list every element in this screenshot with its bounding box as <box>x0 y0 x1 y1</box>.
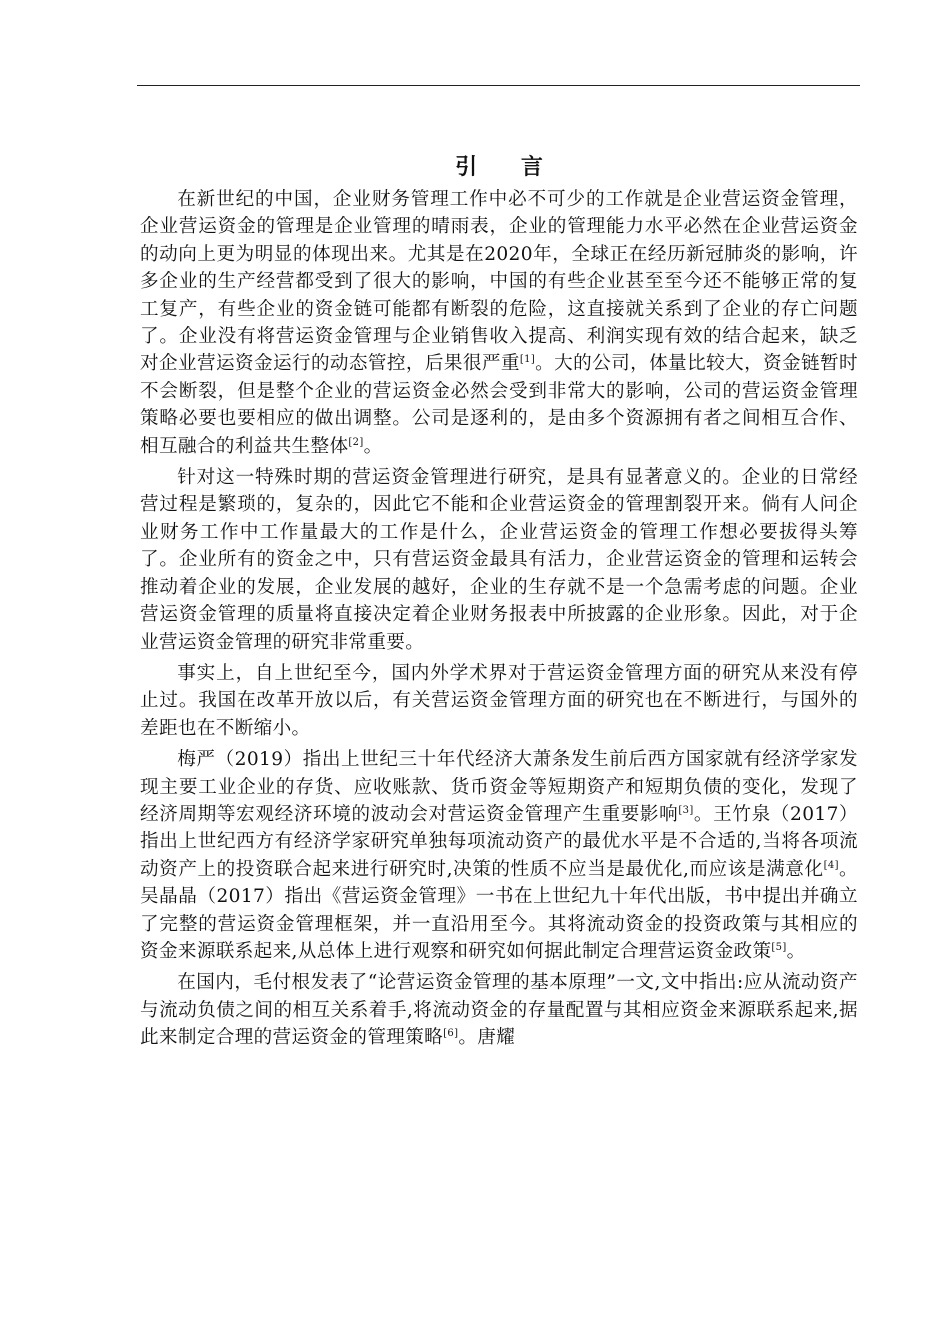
header-rule <box>137 85 860 86</box>
paragraph-1 <box>140 186 858 460</box>
paragraph-5 <box>140 969 858 1051</box>
section-title: 引 言 <box>455 155 561 180</box>
paragraph-text: 在国内，毛付根发表了“论营运资金管理的基本原理”一文,文中指出:应从流动资产与流动负债之间的相互关系着手,将流动资金的存量配置与其相应资金来源联系起来,据此来制定合理的营运资金的管理策略 <box>140 972 858 1049</box>
paragraph-text: 。大的公司，体量比较大，资金链暂时不会断裂，但是整个企业的营运资金必然会受到非常大的影响，公司的营运资金管理策略必要也要相应的做出调整。公司是逐利的，是由多个资源拥有者之间相互合作、相互融合的利益共生整体 <box>140 353 858 457</box>
citation-ref[interactable]: [1] <box>519 354 536 366</box>
paragraph-text: 在新世纪的中国，企业财务管理工作中必不可少的工作就是企业营运资金管理，企业营运资金的管理是企业管理的晴雨表，企业的管理能力水平必然在企业营运资金的动向上更为明显的体现出来。尤其是在2020年，全球正在经历新冠肺炎的影响，许多企业的生产经营都受到了很大的影响，中国的有些企业甚至至今还不能够正常的复工复产，有些企业的资金链可能都有断裂的危险，这直接就关系到了企业的存亡问题了。企业没有将营运资金管理与企业销售收入提高、利润实现有效的结合起来，缺乏对企业营运资金运行的动态管控，后果很严重 <box>140 189 858 375</box>
citation-ref[interactable]: [3] <box>678 804 694 816</box>
paragraph-text: 。唐耀 <box>458 1027 516 1049</box>
paragraph-2 <box>140 464 858 656</box>
citation-ref[interactable]: [4] <box>823 859 839 871</box>
citation-ref[interactable]: [6] <box>443 1028 459 1039</box>
paragraph-text: 。 <box>786 940 806 962</box>
page-body <box>140 152 858 1056</box>
paragraph-text: 针对这一特殊时期的营运资金管理进行研究，是具有显著意义的。企业的日常经营过程是繁琐的，复杂的，因此它不能和企业营运资金的管理割裂开来。倘有人问企业财务工作中工作量最大的工作是什么，企业营运资金的管理工作想必要拔得头筹了。企业所有的资金之中，只有营运资金最具有活力，企业营运资金的管理和运转会推动着企业的发展，企业发展的越好，企业的生存就不是一个急需考虑的问题。企业营运资金管理的质量将直接决定着企业财务报表中所披露的企业形象。因此，对于企业营运资金管理的研究非常重要。 <box>140 467 858 653</box>
paragraph-text: 事实上，自上世纪至今，国内外学术界对于营运资金管理方面的研究从来没有停止过。我国在改革开放以后，有关营运资金管理方面的研究也在不断进行，与国外的差距也在不断缩小。 <box>140 662 858 739</box>
paragraph-text: 。 <box>363 435 383 457</box>
paragraph-4 <box>140 746 858 965</box>
paragraph-text: 。王竹泉（2017）指出上世纪西方有经济学家研究单独每项流动资产的最优水平是不合适的,当将各项流动资产上的投资联合起来进行研究时,决策的性质不应当是最优化,而应该是满意化 <box>140 803 858 880</box>
citation-ref[interactable]: [5] <box>771 941 787 953</box>
paragraph-3 <box>140 660 858 742</box>
citation-ref[interactable]: [2] <box>348 436 364 448</box>
paragraph-text: 梅严（2019）指出上世纪三十年代经济大萧条发生前后西方国家就有经济学家发现主要工业企业的存货、应收账款、货币资金等短期资产和短期负债的变化，发现了经济周期等宏观经济环境的波动会对营运资金管理产生重要影响 <box>140 749 858 825</box>
paragraph-text: 。吴晶晶（2017）指出《营运资金管理》一书在上世纪九十年代出版，书中提出并确立了完整的营运资金管理框架，并一直沿用至今。其将流动资金的投资政策与其相应的资金来源联系起来,从总体上进行观察和研究如何据此制定合理营运资金政策 <box>140 858 858 962</box>
